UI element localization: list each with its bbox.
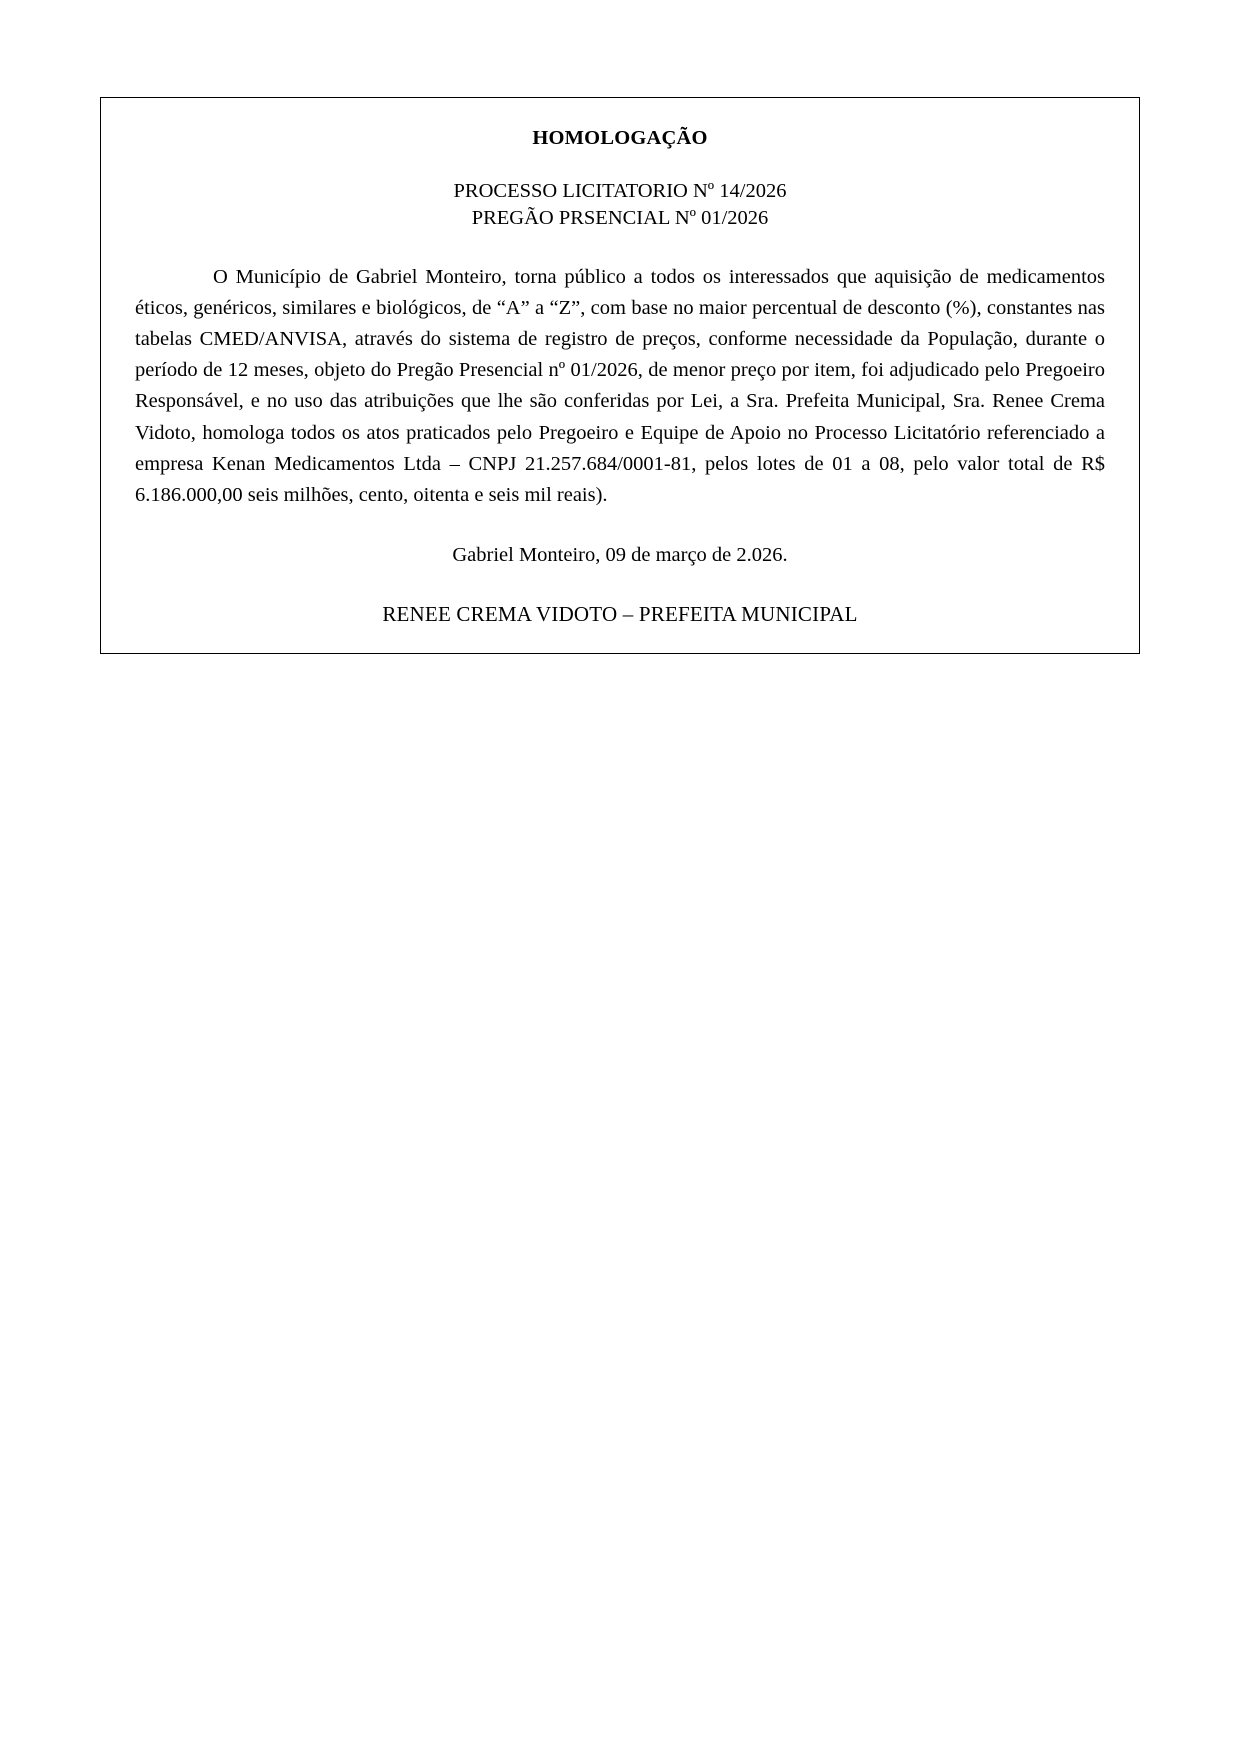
process-identification — [135, 178, 1105, 232]
page-title: HOMOLOGAÇÃO — [532, 127, 708, 149]
process-number-line: PROCESSO LICITATORIO Nº 14/2026 — [453, 179, 787, 202]
homologation-notice-box — [100, 97, 1140, 654]
notice-body-text: O Município de Gabriel Monteiro, torna público a todos os interessados que aquisição de medicamentos éticos, genéricos, similares e biológicos, de “A” a “Z”, com base no maior percentual de desconto (%), constantes nas tabelas CMED/ANVISA, através do sistema de registro de preços, conforme necessidade da População, durante o período de 12 meses, objeto do Pregão Presencial nº 01/2026, de menor preço por item, foi adjudicado pelo Pregoeiro Responsável, e no uso das atribuições que lhe são conferidas por Lei, a Sra. Prefeita Municipal, Sra. Renee Crema Vidoto, homologa todos os atos praticados pelo Pregoeiro e Equipe de Apoio no Processo Licitatório referenciado a empresa Kenan Medicamentos Ltda – CNPJ 21.257.684/0001-81, pelos lotes de 01 a 08, pelo valor total de R$ 6.186.000,00 seis milhões, cento, oitenta e seis mil reais). — [135, 265, 1105, 506]
place-and-date: Gabriel Monteiro, 09 de março de 2.026. — [452, 543, 788, 566]
signatory-line: RENEE CREMA VIDOTO – PREFEITA MUNICIPAL — [382, 601, 858, 626]
auction-number-line: PREGÃO PRSENCIAL Nº 01/2026 — [471, 206, 769, 229]
